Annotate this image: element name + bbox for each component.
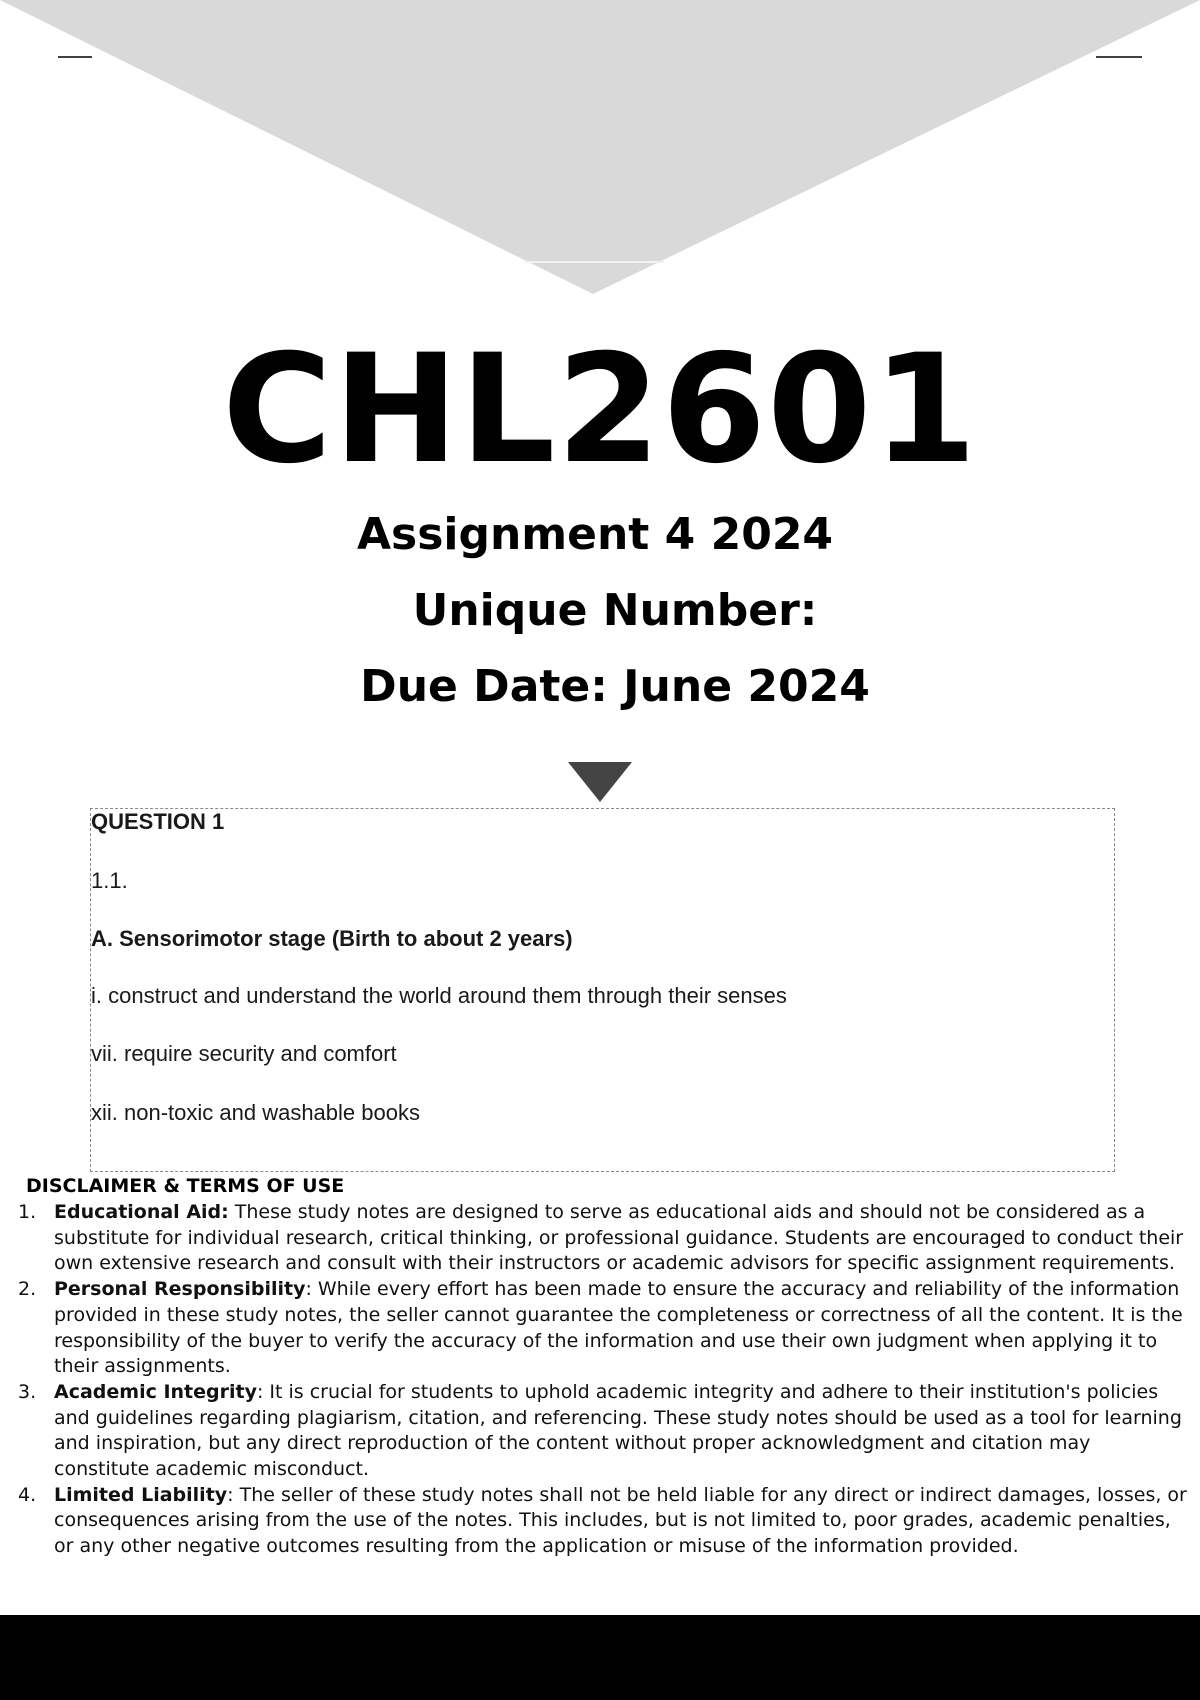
- disclaimer-title: DISCLAIMER & TERMS OF USE: [26, 1175, 345, 1197]
- term-number: 1.: [18, 1201, 37, 1223]
- down-arrow-icon: [568, 762, 632, 802]
- term-heading: Educational Aid:: [54, 1201, 229, 1223]
- course-code: CHL2601: [222, 323, 978, 497]
- question-number: 1.1.: [91, 868, 128, 893]
- term-text: : While every effort has been made to ensure the accuracy and reliability of the information provided in these study notes, the seller cannot guarantee the completeness or correctness of all the content. It is the responsibility of the buyer to verify the accuracy of the information and use their own judgment when applying it to their assignments.: [54, 1278, 1183, 1378]
- term-heading: Academic Integrity: [54, 1380, 257, 1403]
- question-heading: QUESTION 1: [91, 809, 225, 834]
- term-text: These study notes are designed to serve as educational aids and should not be considered as a substitute for individual research, critical thinking, or professional guidance. Students are encouraged to conduct their own extensive research and consult with their instructors or academic advisors for specific assignment requirements.: [54, 1201, 1184, 1275]
- term-heading: Personal Responsibility: [54, 1278, 306, 1301]
- answer-preview-box: [90, 808, 1115, 1172]
- term-item: [0, 1483, 1190, 1560]
- term-text: : The seller of these study notes shall not be held liable for any direct or indirect damages, losses, or consequences arising from the use of the notes. This includes, but is not limited to, poor grades, academic penalties, or any other negative outcomes resulting from the application or misuse of the information provided.: [54, 1483, 1187, 1558]
- term-text: : It is crucial for students to uphold academic integrity and adhere to their institution's policies and guidelines regarding plagiarism, citation, and referencing. These study notes should be used as a tool for learning and inspiration, but any direct reproduction of the content without proper acknowledgment and citation may constitute academic misconduct.: [54, 1380, 1182, 1481]
- term-item: [0, 1200, 1190, 1277]
- term-heading: Limited Liability: [54, 1483, 228, 1506]
- answer-item: vii. require security and comfort: [91, 1041, 397, 1066]
- due-date: Due Date: June 2024: [360, 661, 870, 712]
- answer-item: i. construct and understand the world around them through their senses: [91, 983, 787, 1008]
- assignment-title: Assignment 4 2024: [356, 509, 834, 560]
- cover-banner: [0, 0, 1200, 300]
- stage-heading: A. Sensorimotor stage (Birth to about 2 years): [91, 926, 573, 951]
- term-item: [0, 1277, 1190, 1380]
- unique-number: Unique Number:: [412, 585, 818, 636]
- term-item: [0, 1380, 1190, 1483]
- banner-chevron: [0, 0, 1200, 294]
- term-number: 4.: [18, 1483, 37, 1506]
- footer-bar: [0, 1615, 1200, 1700]
- term-number: 3.: [18, 1380, 37, 1403]
- answer-item: xii. non-toxic and washable books: [91, 1100, 420, 1125]
- term-number: 2.: [18, 1278, 37, 1301]
- terms-list: [0, 1200, 1190, 1560]
